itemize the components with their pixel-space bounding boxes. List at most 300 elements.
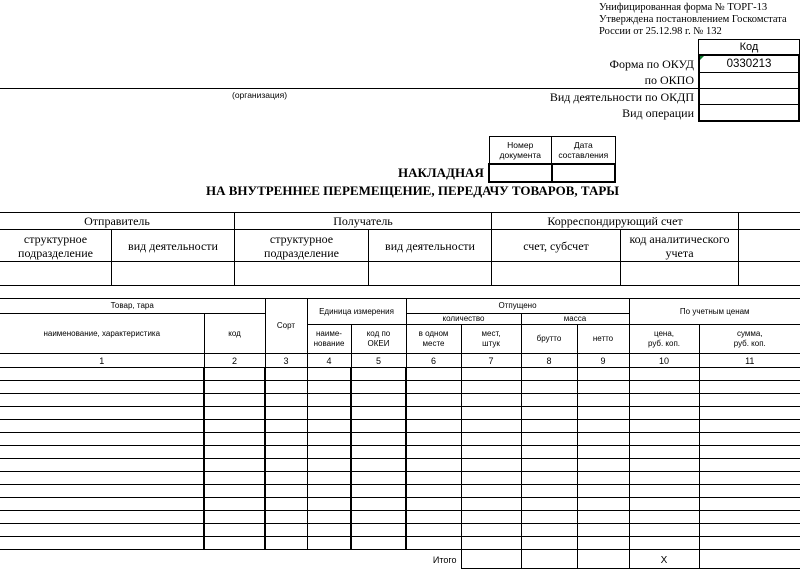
parties-table <box>0 212 800 286</box>
table-cell[interactable] <box>0 446 204 459</box>
gross-header <box>521 325 577 354</box>
sender-struct-header <box>0 230 112 262</box>
table-cell[interactable] <box>204 394 265 407</box>
table-cell[interactable] <box>265 420 307 433</box>
column-number-cell <box>406 354 461 368</box>
blank-cell <box>739 230 800 262</box>
table-cell[interactable] <box>461 472 521 485</box>
unit-label: Единица измерения <box>319 306 394 316</box>
column-number: 8 <box>546 355 552 366</box>
table-cell[interactable] <box>577 537 629 550</box>
table-cell[interactable] <box>204 407 265 420</box>
table-cell[interactable] <box>629 459 699 472</box>
organization-field[interactable] <box>0 70 560 88</box>
table-cell[interactable] <box>307 381 351 394</box>
form-header-line1: Унифицированная форма № ТОРГ-13 <box>599 2 768 13</box>
sum-label-1: сумма, <box>736 329 763 338</box>
table-cell[interactable] <box>204 511 265 524</box>
table-cell[interactable] <box>265 498 307 511</box>
mass-label: масса <box>563 314 587 323</box>
table-cell[interactable] <box>699 472 800 485</box>
table-cell[interactable] <box>307 394 351 407</box>
table-cell[interactable] <box>461 537 521 550</box>
table-cell[interactable] <box>307 537 351 550</box>
table-cell[interactable] <box>406 472 461 485</box>
table-cell[interactable] <box>521 537 577 550</box>
table-cell[interactable] <box>0 381 204 394</box>
column-number-cell <box>699 354 800 368</box>
table-cell[interactable] <box>699 537 800 550</box>
table-cell[interactable] <box>577 524 629 537</box>
column-number-cell <box>629 354 699 368</box>
column-number-cell <box>204 354 265 368</box>
table-cell[interactable] <box>461 524 521 537</box>
doc-date-header <box>552 137 615 164</box>
table-row <box>0 498 800 511</box>
doc-number-label-2: документа <box>499 149 541 160</box>
okud-code-field[interactable]: 0330213 <box>726 58 772 70</box>
table-cell[interactable] <box>307 420 351 433</box>
doc-number-header <box>489 137 552 164</box>
table-row <box>0 407 800 420</box>
by-prices-header <box>629 299 800 325</box>
per-place-label-2: месте <box>422 339 445 348</box>
table-cell[interactable] <box>406 511 461 524</box>
table-cell[interactable] <box>629 407 699 420</box>
okdp-code-field[interactable] <box>700 89 798 104</box>
sender-header <box>0 213 235 230</box>
table-cell[interactable] <box>351 381 406 394</box>
sender-label: Отправитель <box>84 214 150 228</box>
table-row <box>0 524 800 537</box>
table-row <box>0 485 800 498</box>
table-cell[interactable] <box>629 420 699 433</box>
account-header <box>492 213 739 230</box>
table-cell[interactable] <box>406 368 461 381</box>
table-cell[interactable] <box>265 394 307 407</box>
table-cell[interactable] <box>521 394 577 407</box>
unit-name-header <box>307 325 351 354</box>
unit-name-label-2: нование <box>313 339 345 348</box>
table-cell[interactable] <box>406 433 461 446</box>
table-cell[interactable] <box>406 485 461 498</box>
net-label: нетто <box>592 334 614 343</box>
sum-header <box>699 325 800 354</box>
receiver-header <box>235 213 492 230</box>
activity-label: вид деятельности <box>128 238 218 253</box>
doc-date-label-1: Дата <box>573 139 593 150</box>
blank-field <box>739 262 800 286</box>
places-label-1: мест, <box>481 329 501 338</box>
doc-number-date-table <box>488 136 616 183</box>
table-cell[interactable] <box>0 433 204 446</box>
doc-title: НАКЛАДНАЯ <box>398 165 484 180</box>
column-number-cell <box>265 354 307 368</box>
organization-caption: (организация) <box>232 90 288 100</box>
kod-label: Код <box>739 41 759 53</box>
table-cell[interactable] <box>351 459 406 472</box>
table-cell[interactable] <box>461 459 521 472</box>
column-number-cell <box>577 354 629 368</box>
table-cell[interactable] <box>351 524 406 537</box>
table-cell[interactable] <box>351 407 406 420</box>
sender-struct-field[interactable] <box>0 262 112 286</box>
table-cell[interactable] <box>699 433 800 446</box>
table-cell[interactable] <box>577 511 629 524</box>
subaccount-field[interactable] <box>492 262 621 286</box>
table-cell[interactable] <box>351 511 406 524</box>
per-place-header <box>406 325 461 354</box>
blank-header <box>739 213 800 230</box>
table-row <box>0 537 800 550</box>
table-cell[interactable] <box>699 381 800 394</box>
table-cell[interactable] <box>577 407 629 420</box>
receiver-struct-field[interactable] <box>235 262 369 286</box>
table-cell[interactable] <box>629 368 699 381</box>
table-cell[interactable] <box>699 459 800 472</box>
table-row <box>0 420 800 433</box>
table-cell[interactable] <box>461 433 521 446</box>
goods-tara-header <box>0 299 265 314</box>
column-number: 6 <box>430 355 436 366</box>
goods-table <box>0 298 800 569</box>
table-cell[interactable] <box>521 511 577 524</box>
table-cell[interactable] <box>629 394 699 407</box>
goods-tara-label: Товар, тара <box>110 301 154 310</box>
table-cell[interactable] <box>307 433 351 446</box>
name-char-label: наименование, характеристика <box>43 328 161 338</box>
table-cell[interactable] <box>521 472 577 485</box>
table-cell[interactable] <box>521 420 577 433</box>
totals-cell[interactable] <box>699 550 800 569</box>
doc-number-label-1: Номер <box>507 139 534 150</box>
table-cell[interactable] <box>265 472 307 485</box>
okei-label-2: ОКЕИ <box>367 339 390 348</box>
table-cell[interactable] <box>521 498 577 511</box>
struct-label-2: подразделение <box>18 245 93 260</box>
table-cell[interactable] <box>406 459 461 472</box>
table-cell[interactable] <box>406 420 461 433</box>
column-number: 9 <box>600 355 606 366</box>
price-label-2: руб. коп. <box>647 339 681 348</box>
table-cell[interactable] <box>351 472 406 485</box>
table-cell[interactable] <box>577 498 629 511</box>
table-row <box>0 511 800 524</box>
table-cell[interactable] <box>204 368 265 381</box>
table-row <box>0 394 800 407</box>
table-cell[interactable] <box>629 433 699 446</box>
table-cell[interactable] <box>307 368 351 381</box>
table-cell[interactable] <box>406 394 461 407</box>
table-cell[interactable] <box>307 511 351 524</box>
table-cell[interactable] <box>521 381 577 394</box>
table-cell[interactable] <box>521 524 577 537</box>
x-mark: X <box>660 555 668 566</box>
code-header <box>204 314 265 354</box>
quantity-label: количество <box>442 314 485 323</box>
doc-date-label-2: составления <box>558 149 609 160</box>
price-label-1: цена, <box>653 329 675 338</box>
table-cell[interactable] <box>699 394 800 407</box>
kod-header-cell <box>698 39 800 55</box>
table-cell[interactable] <box>265 511 307 524</box>
totals-x-cell <box>629 550 699 569</box>
table-cell[interactable] <box>265 368 307 381</box>
table-cell[interactable] <box>265 433 307 446</box>
table-cell[interactable] <box>577 459 629 472</box>
table-cell[interactable] <box>0 459 204 472</box>
table-cell[interactable] <box>699 420 800 433</box>
okdp-label: Вид деятельности по ОКДП <box>549 90 694 104</box>
gross-label: брутто <box>536 334 562 343</box>
table-cell[interactable] <box>204 485 265 498</box>
table-cell[interactable] <box>461 446 521 459</box>
table-cell[interactable] <box>0 485 204 498</box>
table-cell[interactable] <box>461 368 521 381</box>
table-row <box>0 368 800 381</box>
analytic-header <box>621 230 739 262</box>
places-label-2: штук <box>482 339 500 348</box>
receiver-label: Получатель <box>333 214 393 228</box>
sender-activity-header <box>112 230 235 262</box>
sender-activity-field[interactable] <box>112 262 235 286</box>
table-cell[interactable] <box>204 472 265 485</box>
table-cell[interactable] <box>265 485 307 498</box>
table-cell[interactable] <box>629 485 699 498</box>
totals-row <box>0 550 800 569</box>
doc-number-field[interactable] <box>489 164 552 182</box>
table-cell[interactable] <box>699 368 800 381</box>
table-cell[interactable] <box>307 485 351 498</box>
table-cell[interactable] <box>265 459 307 472</box>
table-cell[interactable] <box>307 407 351 420</box>
subaccount-header <box>492 230 621 262</box>
table-cell[interactable] <box>461 511 521 524</box>
table-row <box>0 459 800 472</box>
sort-header <box>265 299 307 354</box>
table-cell[interactable] <box>307 472 351 485</box>
column-number: 11 <box>745 355 755 366</box>
struct-label-1: структурное <box>23 231 88 246</box>
table-cell[interactable] <box>204 420 265 433</box>
table-cell[interactable] <box>629 511 699 524</box>
table-cell[interactable] <box>204 433 265 446</box>
table-cell[interactable] <box>461 381 521 394</box>
table-cell[interactable] <box>577 446 629 459</box>
table-cell[interactable] <box>0 420 204 433</box>
operation-label: Вид операции <box>622 106 694 120</box>
table-cell[interactable] <box>0 498 204 511</box>
activity-label: вид деятельности <box>385 238 475 253</box>
released-header <box>406 299 629 314</box>
table-cell[interactable] <box>461 407 521 420</box>
table-cell[interactable] <box>204 446 265 459</box>
analytic-label-1: код аналитического <box>629 231 730 246</box>
cell-marker-icon <box>700 56 704 60</box>
table-cell[interactable] <box>204 537 265 550</box>
subaccount-label: счет, субсчет <box>523 238 589 253</box>
organization-line <box>0 88 698 89</box>
analytic-label-2: учета <box>665 245 694 260</box>
table-cell[interactable] <box>577 394 629 407</box>
table-cell[interactable] <box>0 472 204 485</box>
table-cell[interactable] <box>461 485 521 498</box>
table-cell[interactable] <box>351 420 406 433</box>
table-cell[interactable] <box>577 381 629 394</box>
table-cell[interactable] <box>629 472 699 485</box>
table-cell[interactable] <box>0 368 204 381</box>
table-cell[interactable] <box>521 407 577 420</box>
table-cell[interactable] <box>699 446 800 459</box>
table-cell[interactable] <box>521 433 577 446</box>
price-header <box>629 325 699 354</box>
table-cell[interactable] <box>351 446 406 459</box>
per-place-label-1: в одном <box>418 329 449 338</box>
column-number-cell <box>351 354 406 368</box>
okei-label-1: код по <box>366 329 391 338</box>
net-header <box>577 325 629 354</box>
doc-date-field[interactable] <box>552 164 615 182</box>
table-cell[interactable] <box>351 537 406 550</box>
column-number: 2 <box>231 355 237 366</box>
name-char-header <box>0 314 204 354</box>
table-cell[interactable] <box>699 524 800 537</box>
totals-label-cell <box>0 550 461 569</box>
table-cell[interactable] <box>629 381 699 394</box>
table-cell[interactable] <box>629 446 699 459</box>
table-cell[interactable] <box>461 420 521 433</box>
table-cell[interactable] <box>307 524 351 537</box>
column-number: 7 <box>488 355 494 366</box>
column-number: 10 <box>658 355 669 366</box>
table-row <box>0 446 800 459</box>
table-cell[interactable] <box>577 485 629 498</box>
table-cell[interactable] <box>406 446 461 459</box>
table-cell[interactable] <box>699 407 800 420</box>
column-number-cell <box>307 354 351 368</box>
column-number: 1 <box>99 355 105 366</box>
form-header-line2: Утверждена постановлением Госкомстата <box>599 14 787 25</box>
struct-label-1: структурное <box>269 231 334 246</box>
table-cell[interactable] <box>699 511 800 524</box>
column-numbers-row <box>0 354 800 368</box>
quantity-header <box>406 314 521 325</box>
table-row <box>0 472 800 485</box>
table-cell[interactable] <box>0 394 204 407</box>
mass-header <box>521 314 629 325</box>
table-cell[interactable] <box>406 498 461 511</box>
unit-header <box>307 299 406 325</box>
table-cell[interactable] <box>204 524 265 537</box>
table-cell[interactable] <box>699 498 800 511</box>
table-cell[interactable] <box>307 446 351 459</box>
table-cell[interactable] <box>351 485 406 498</box>
table-cell[interactable] <box>461 394 521 407</box>
table-cell[interactable] <box>629 498 699 511</box>
struct-label-2: подразделение <box>264 245 339 260</box>
table-cell[interactable] <box>265 537 307 550</box>
okei-header <box>351 325 406 354</box>
column-number-cell <box>461 354 521 368</box>
totals-cell[interactable] <box>461 550 521 569</box>
account-label: Корреспондирующий счет <box>547 214 683 228</box>
table-cell[interactable] <box>577 420 629 433</box>
table-cell[interactable] <box>204 459 265 472</box>
table-cell[interactable] <box>699 485 800 498</box>
unit-name-label-1: наиме- <box>316 329 342 338</box>
table-cell[interactable] <box>521 446 577 459</box>
table-cell[interactable] <box>351 368 406 381</box>
table-cell[interactable] <box>406 381 461 394</box>
released-label: Отпущено <box>498 301 537 310</box>
column-number: 3 <box>283 355 289 366</box>
table-cell[interactable] <box>265 446 307 459</box>
table-cell[interactable] <box>0 537 204 550</box>
sum-label-2: руб. коп. <box>733 339 766 348</box>
totals-label: Итого <box>432 555 457 566</box>
form-header-line3: России от 25.12.98 г. № 132 <box>599 26 722 37</box>
okud-label: Форма по ОКУД <box>609 57 694 71</box>
table-cell[interactable] <box>577 433 629 446</box>
column-number-cell <box>0 354 204 368</box>
receiver-activity-field[interactable] <box>369 262 492 286</box>
table-cell[interactable] <box>351 433 406 446</box>
table-cell[interactable] <box>577 368 629 381</box>
table-cell[interactable] <box>0 511 204 524</box>
table-cell[interactable] <box>406 407 461 420</box>
places-header <box>461 325 521 354</box>
table-cell[interactable] <box>521 485 577 498</box>
table-cell[interactable] <box>577 472 629 485</box>
table-cell[interactable] <box>521 459 577 472</box>
table-cell[interactable] <box>0 524 204 537</box>
table-cell[interactable] <box>461 498 521 511</box>
table-cell[interactable] <box>351 394 406 407</box>
table-cell[interactable] <box>265 407 307 420</box>
table-cell[interactable] <box>265 524 307 537</box>
table-row <box>0 433 800 446</box>
totals-cell[interactable] <box>521 550 577 569</box>
table-cell[interactable] <box>406 524 461 537</box>
table-cell[interactable] <box>521 368 577 381</box>
column-number-cell <box>521 354 577 368</box>
table-row <box>0 381 800 394</box>
table-cell[interactable] <box>204 381 265 394</box>
column-number: 4 <box>326 355 332 366</box>
table-cell[interactable] <box>204 498 265 511</box>
okpo-code-field[interactable] <box>700 73 798 88</box>
receiver-struct-header <box>235 230 369 262</box>
table-cell[interactable] <box>406 537 461 550</box>
code-label: код <box>228 328 241 338</box>
table-cell[interactable] <box>265 381 307 394</box>
column-number: 5 <box>375 355 381 366</box>
by-prices-label: По учетным ценам <box>679 306 750 316</box>
sort-label: Сорт <box>276 321 296 330</box>
operation-code-field[interactable] <box>700 105 798 120</box>
table-cell[interactable] <box>307 459 351 472</box>
totals-cell[interactable] <box>577 550 629 569</box>
doc-subtitle: НА ВНУТРЕННЕЕ ПЕРЕМЕЩЕНИЕ, ПЕРЕДАЧУ ТОВАРОВ, ТАРЫ <box>206 183 620 198</box>
okpo-label: по ОКПО <box>644 73 694 87</box>
receiver-activity-header <box>369 230 492 262</box>
table-cell[interactable] <box>351 498 406 511</box>
table-cell[interactable] <box>629 537 699 550</box>
table-cell[interactable] <box>0 407 204 420</box>
analytic-field[interactable] <box>621 262 739 286</box>
table-cell[interactable] <box>307 498 351 511</box>
table-cell[interactable] <box>629 524 699 537</box>
